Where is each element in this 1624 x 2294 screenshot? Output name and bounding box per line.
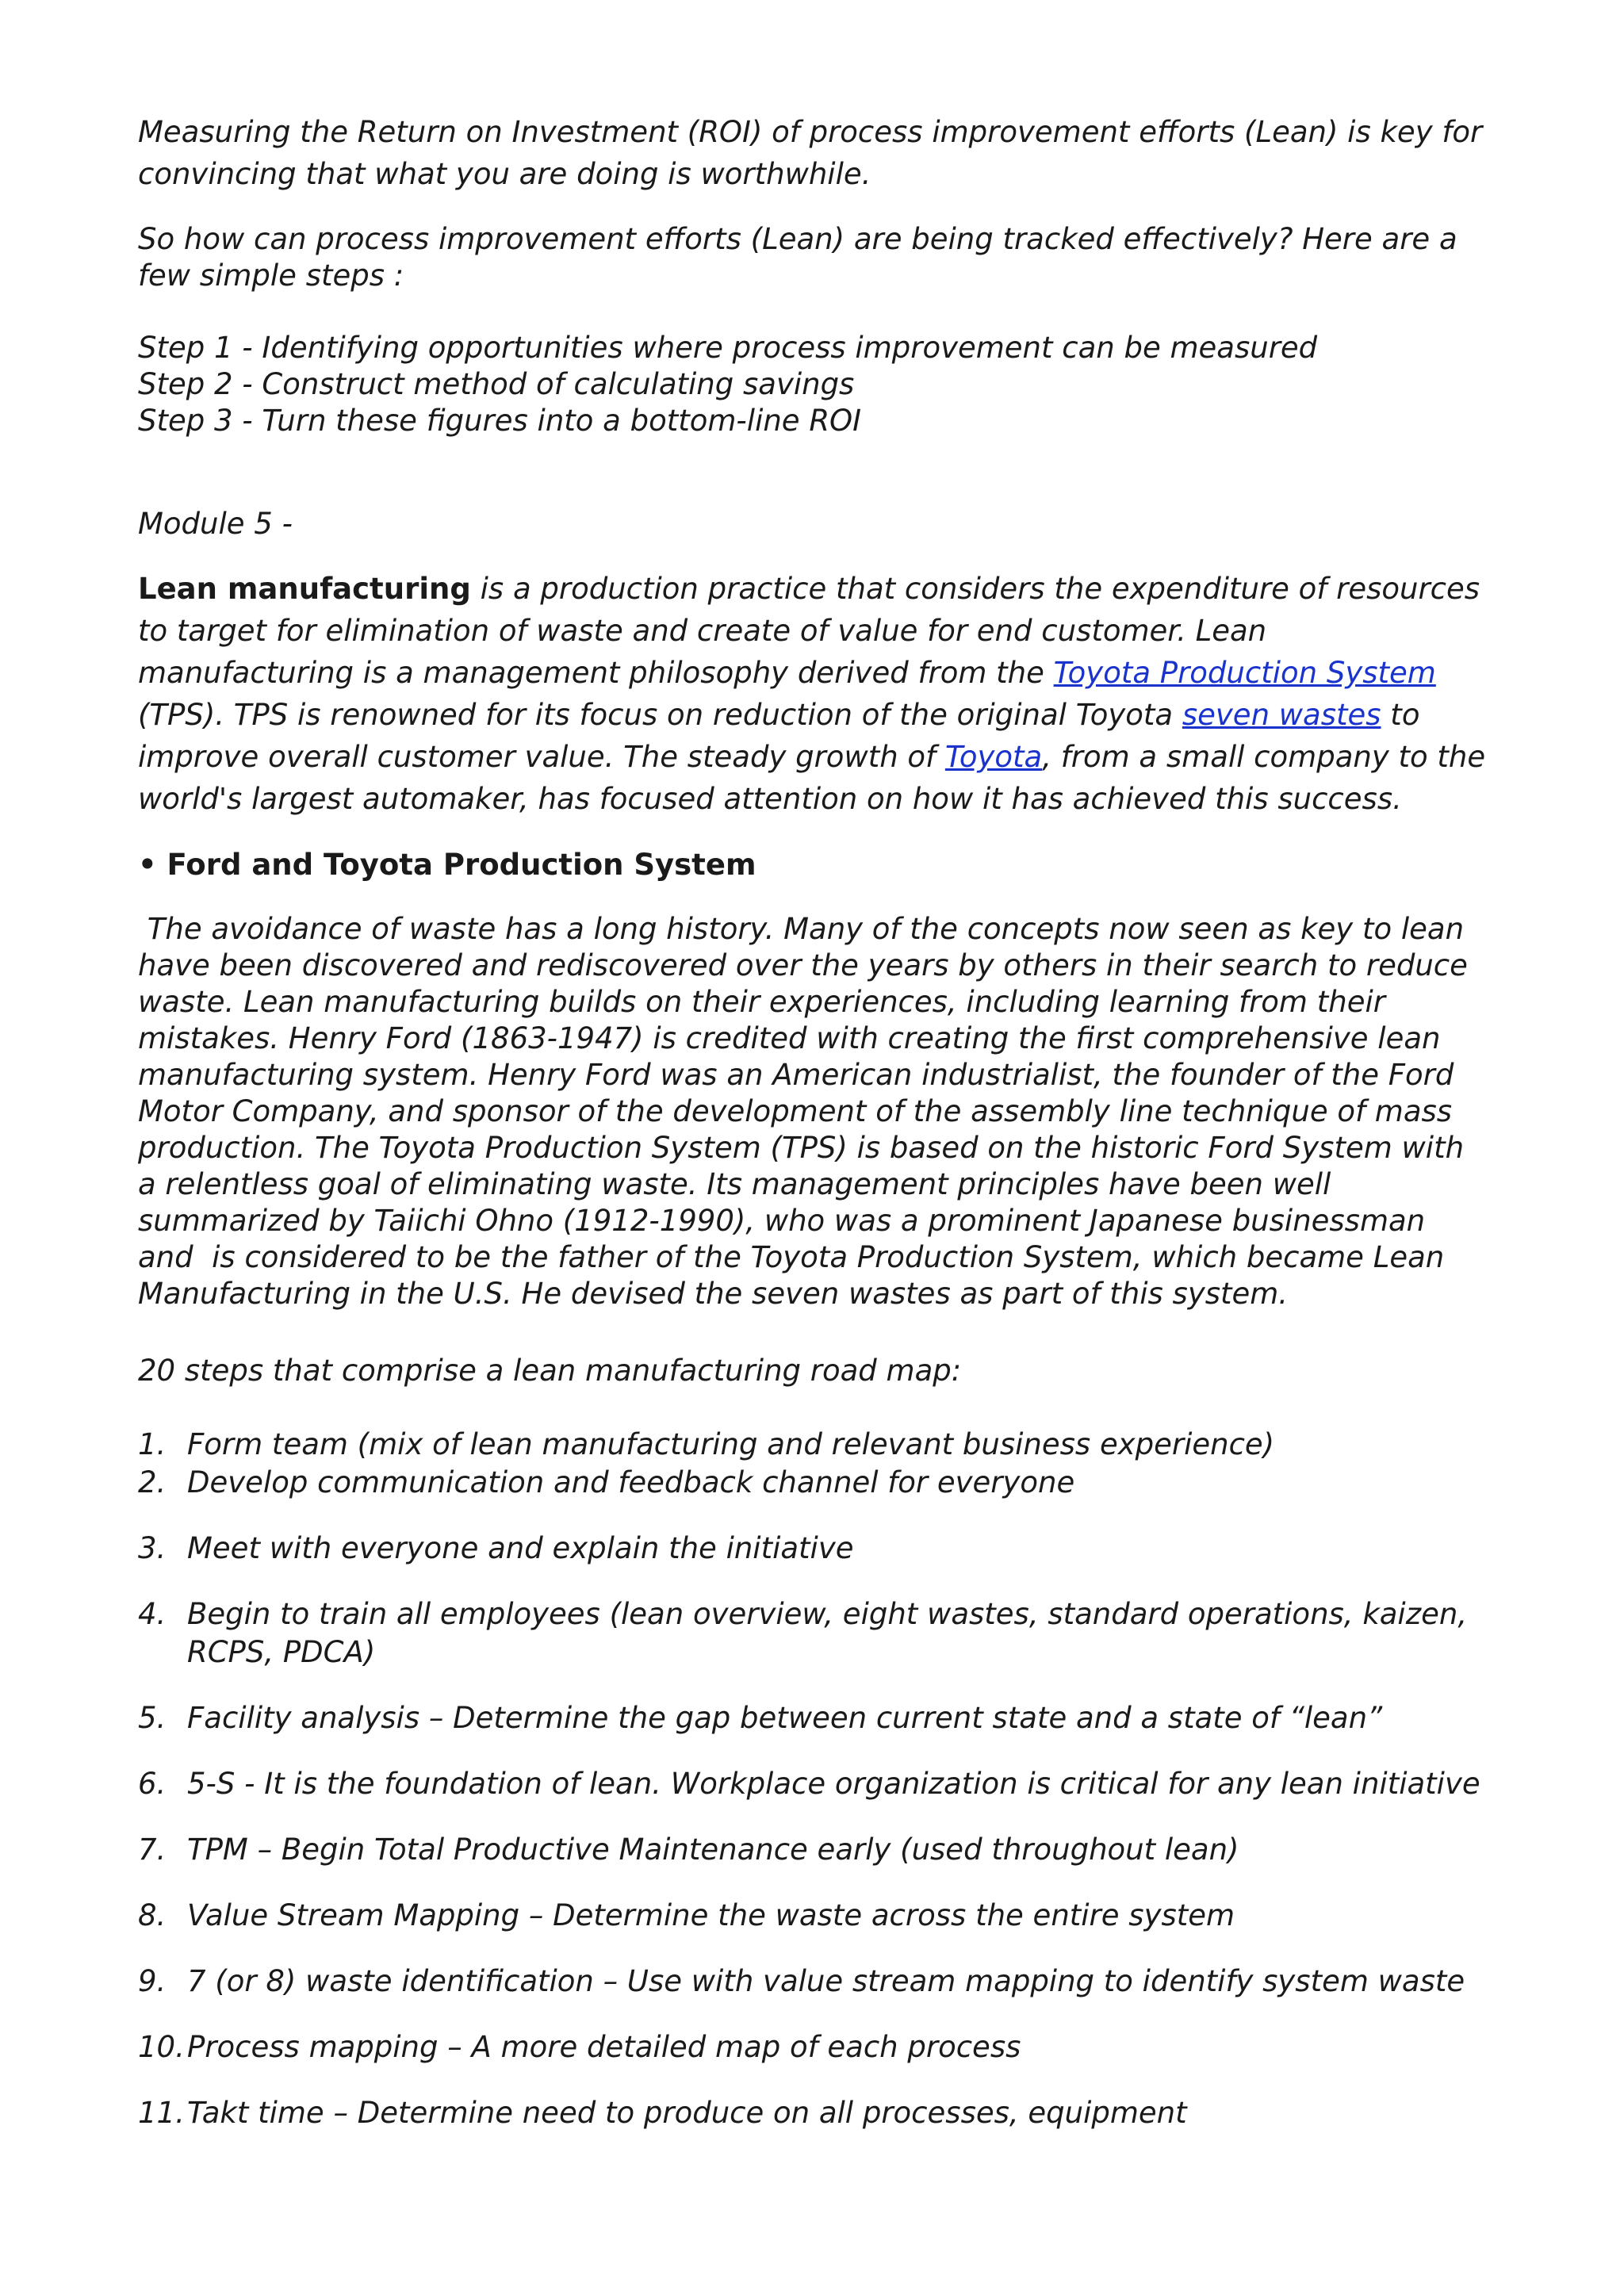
list-item-text: Takt time – Determine need to produce on all processes, equipment: [187, 2096, 1187, 2130]
list-item-number: 1.: [138, 1427, 167, 1461]
list-item-number: 7.: [138, 1833, 167, 1867]
list-item: [138, 1464, 1486, 1502]
list-item-text: 7 (or 8) waste identification – Use with value stream mapping to identify system waste: [187, 1964, 1465, 1998]
section-heading-ford-toyota: • Ford and Toyota Production System: [138, 848, 756, 882]
lean-paragraph: [138, 568, 1486, 820]
list-item: [138, 1699, 1486, 1737]
lean-text: is a production practice that considers the expenditure of resources to target for elimination of waste and create of value for end customer. Lean manufacturing is a management philosophy derived from the: [138, 572, 1480, 690]
roadmap-list: [138, 1426, 1486, 2132]
list-item-text: TPM – Begin Total Productive Maintenance early (used throughout lean): [187, 1833, 1239, 1867]
intro-paragraph-roi: Measuring the Return on Investment (ROI) of process improvement efforts (Lean) is key for convincing that what you are doing is worthwhile.: [138, 115, 1483, 191]
list-item-text: 5-S - It is the foundation of lean. Workplace organization is critical for any lean initiative: [187, 1767, 1480, 1801]
lean-term: Lean manufacturing: [138, 572, 471, 606]
list-item: [138, 2094, 1486, 2132]
list-item-number: 3.: [138, 1531, 167, 1565]
list-item-number: 6.: [138, 1767, 167, 1801]
list-item: [138, 1426, 1486, 1464]
list-item: [138, 1831, 1486, 1869]
intro-paragraph-question: So how can process improvement efforts (Lean) are being tracked effectively? Here are a few simple steps :: [138, 222, 1457, 293]
list-item-text: Meet with everyone and explain the initiative: [187, 1531, 854, 1565]
list-item: [138, 2028, 1486, 2066]
lean-text: to improve overall customer value. The steady growth of: [138, 698, 1420, 774]
intro-step: Step 2 - Construct method of calculating savings: [138, 367, 855, 401]
link-toyota-production-system[interactable]: Toyota Production System: [1053, 656, 1436, 690]
list-item: [138, 1963, 1486, 2001]
list-item-number: 2.: [138, 1465, 167, 1499]
intro-step: Step 3 - Turn these figures into a bottom-line ROI: [138, 404, 862, 438]
ford-paragraph: The avoidance of waste has a long history. Many of the concepts now seen as key to lean have been discovered and rediscovered over the years by others in their search to reduce waste. Lean manufacturing builds on their experiences, including learning from their mistakes. Henry Ford (1863-1947) is credited with creating the first comprehensive lean manufacturing system. Henry Ford was an American industrialist, the founder of the Ford Motor Company, and sponsor of the development of the assembly line technique of mass production. The Toyota Production System (TPS) is based on the historic Ford System with a relentless goal of eliminating waste. Its management principles have been well summarized by Taiichi Ohno (1912-1990), who was a prominent Japanese businessman and is considered to be the father of the Toyota Production System, which became Lean Manufacturing in the U.S. He devised the seven wastes as part of this system.: [138, 912, 1477, 1311]
list-item-text: Facility analysis – Determine the gap between current state and a state of “lean”: [187, 1701, 1383, 1735]
lean-text: , from a small company to the world's largest automaker, has focused attention on how it has achieved this success.: [138, 740, 1486, 816]
list-item: [138, 1595, 1486, 1672]
intro-step: Step 1 - Identifying opportunities where process improvement can be measured: [138, 331, 1318, 365]
document-page: [138, 111, 1486, 2132]
list-item-text: Develop communication and feedback channel for everyone: [187, 1465, 1075, 1499]
list-item: [138, 1530, 1486, 1568]
list-item-number: 10.: [138, 2030, 185, 2064]
link-toyota[interactable]: Toyota: [944, 740, 1043, 774]
list-item-number: 5.: [138, 1701, 167, 1735]
list-item-number: 4.: [138, 1597, 167, 1631]
list-item-number: 8.: [138, 1898, 167, 1932]
list-item-number: 11.: [138, 2096, 185, 2130]
lean-text: (TPS). TPS is renowned for its focus on reduction of the original Toyota: [138, 698, 1182, 732]
list-item-number: 9.: [138, 1964, 167, 1998]
list-item-text: Form team (mix of lean manufacturing and relevant business experience): [187, 1427, 1275, 1461]
list-item: [138, 1765, 1486, 1803]
list-item: [138, 1897, 1486, 1935]
intro-steps: [138, 330, 1486, 439]
list-item-text: Begin to train all employees (lean overview, eight wastes, standard operations, kaizen, RCPS, PDCA): [187, 1597, 1468, 1669]
list-item-text: Process mapping – A more detailed map of each process: [187, 2030, 1021, 2064]
module-title: Module 5 -: [138, 507, 293, 541]
roadmap-intro: 20 steps that comprise a lean manufacturing road map:: [138, 1354, 962, 1388]
link-seven-wastes[interactable]: seven wastes: [1182, 698, 1381, 732]
list-item-text: Value Stream Mapping – Determine the waste across the entire system: [187, 1898, 1235, 1932]
